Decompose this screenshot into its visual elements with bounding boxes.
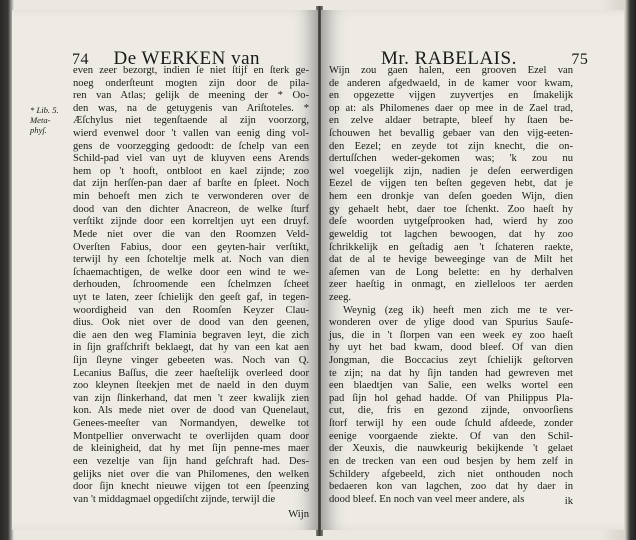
text-line: Lecanius Baſſus, die zeer haeſtelijk overleed door xyxy=(73,367,309,379)
text-line: de anderen afgedwaeld, in de kamer voor kwam, xyxy=(329,77,573,89)
text-line: een blaedtjen van Salie, een welks wortel een xyxy=(329,380,573,392)
text-line: dood bleef. En noch van veel meer andere, als xyxy=(329,493,525,505)
text-line: en opgezette vijgen zuyvertjes en ſmakelijk xyxy=(329,90,573,102)
text-line: den Eezel; en zeyde tot zijn knecht, die on- xyxy=(329,140,573,152)
margin-note-line: phyſ. xyxy=(30,124,47,135)
text-line: gy gehaelt hebt, daer toe ſchenkt. Zoo haeſt hy xyxy=(329,203,573,215)
text-line: derhouden, ſchroomende een ſchelmzen ſcheet xyxy=(73,279,309,291)
text-line: Jongman, die Boccacius zeyt ſchielijk geſtorven xyxy=(329,355,573,367)
text-line: Mede niet over die van den Roomzen Veld- xyxy=(73,228,309,240)
text-line: pad ſijn hol gehad hadde. Of van Philippus Pla- xyxy=(329,392,573,404)
left-page-number: 74 xyxy=(72,51,89,68)
right-catchword-row xyxy=(501,496,573,509)
margin-note xyxy=(30,106,59,135)
text-line: door ſijn knecht nieuwe vijgen tot een ſpeenzing xyxy=(73,481,309,493)
text-line: Montpellier onverwacht te overlijden quam door xyxy=(73,430,309,442)
catchword: Wijn xyxy=(288,509,309,520)
text-line: even zeer bezorgt, indien ſe niet ſtijf en ſterk ge- xyxy=(73,65,309,76)
text-line: zeer haeſtig in onmagt, en zielleloos ter aerden xyxy=(329,279,573,291)
text-line: wel voegelijk zijn, nadien je deſen eerwerdigen xyxy=(329,165,573,177)
text-line: zoo kleynen ſteekjen met de naeld in den duym xyxy=(73,380,309,392)
text-line: Genees-meeſter van Normandyen, dewelke tot xyxy=(73,418,309,430)
right-page-body xyxy=(329,65,573,506)
text-line: Weynig (zeg ik) heeft men zich me te ver- xyxy=(343,304,573,316)
text-line: terwijl hy een ſchoteltje melk at. Noch van dien xyxy=(73,254,309,266)
text-line: ſchrikkelijk en geſtadig aen 't ſchateren raekte, xyxy=(329,241,573,253)
text-line: dood van den dichter Anacreon, de welke ſturf xyxy=(73,203,309,215)
text-line: ſchaemachtigen, de welke door een wind te we- xyxy=(73,266,309,278)
text-line: min behoeft men zich te verwonderen over de xyxy=(73,191,309,203)
text-line: noeg onderſteunt mogten zijn door de pila- xyxy=(73,77,309,89)
left-running-title: De WERKEN van xyxy=(113,48,261,69)
text-line: aſemen van de Long belette: en hy derhalven xyxy=(329,266,573,278)
text-line: ren van Atlas; gelijk de meening der * Oo- xyxy=(73,90,309,102)
text-line: gens de voorzegging gedoodt: de ſchelp van een xyxy=(73,140,309,152)
text-line: cut, die, fris en gezond zijnde, onvoorſiens xyxy=(329,405,573,417)
text-line: der Xeuxis, die nauwkeurig bekijkende 't gelaet xyxy=(329,443,573,455)
right-page-number: 75 xyxy=(571,51,589,68)
text-line: ſchouwen het bevallig gebaer van den vijg-eeten- xyxy=(329,128,573,140)
text-line: een vezeltje van ſijn hand geſchraft had. Des- xyxy=(73,455,309,467)
text-line: verſtikt zijnde door een korreltjen uyt een druyf. xyxy=(73,216,309,228)
text-line: eenige voorgaende ziekte. Of van den Schil- xyxy=(329,430,573,442)
text-line: en zelve aldaer betrapte, bleef hy ſtaen be- xyxy=(329,115,573,127)
text-line: jus, die in 't ſlorpen van een week ey zoo haeſt xyxy=(329,329,573,341)
text-line: Schild-pad viel van uyt de kluyven eens Arends xyxy=(73,153,309,165)
text-line: dat zijn herſſen-pan daer af barſte en ſpleet. Noch xyxy=(73,178,309,190)
left-page-body xyxy=(73,65,309,506)
margin-note-line: * Lib. 5. xyxy=(30,105,59,115)
text-line: kon. Als mede niet over de dood van Quenelaut, xyxy=(73,405,309,417)
text-line: dat de al te hevige beweeginge van de Milt het xyxy=(329,254,573,266)
text-line: die aen den weg Flaminia begraven leyt, die zich xyxy=(73,329,309,341)
text-line: dius. Ook niet over de dood van den geenen, xyxy=(73,317,309,329)
text-line: geweldig tot lagchen bewoogen, dat hy zoo xyxy=(329,228,573,240)
text-line: van zijn ſlinkerhand, dat men 't zeer kwalijk zien xyxy=(73,392,309,404)
text-line: woordigheid van den Roomſen Keyzer Clau- xyxy=(73,304,309,316)
text-line: ſtorf terwijl hy een oude ſchuld afdeede, zonder xyxy=(329,418,573,430)
right-running-title: Mr. RABELAIS. xyxy=(381,48,517,69)
text-line: dertuſſchen weder-gekomen was; 'k zou nu xyxy=(329,153,573,165)
text-line: ſijn ſleyne vinger gebeeten was. Noch van Q. xyxy=(73,355,309,367)
text-line: in ſijn grafſchrift beklaegt, dat hy van een kat aen xyxy=(73,342,309,354)
text-line: deſe woorden uytgeſprooken had, wierd hy zoo xyxy=(329,216,573,228)
text-line: Wijn zou gaen halen, een grooven Ezel van xyxy=(329,65,573,76)
left-catchword-row xyxy=(212,509,309,522)
right-page xyxy=(321,10,624,530)
text-line: en de trecken van een oud besjen by hem zelf in xyxy=(329,455,573,467)
text-line: wonderen over de ylige dood van Spurius Sauſe- xyxy=(329,317,573,329)
text-line: uyt te laten, zeer ſchielijk den geeſt gaf, in tegen- xyxy=(73,291,309,303)
text-line: Eezel de vijgen ten beſten gegeven hebt, dat je xyxy=(329,178,573,190)
text-line: te zijn; na dat hy ſijn tanden had gewreven met xyxy=(329,367,573,379)
text-line: hem een dronkje van deſen goeden Wijn, dien xyxy=(329,191,573,203)
text-line: van 't middagmael opgediſcht zijnde, terwijl die xyxy=(73,493,276,505)
text-line: bedaeren kon van lagchen, zoo dat hy daer in xyxy=(329,481,573,493)
text-line: gelijks niet over die van Philomenes, den welken xyxy=(73,468,309,480)
text-line: Overſten Fabius, door een geyten-hair verſtikt, xyxy=(73,241,309,253)
text-line: Schildery afgebeeld, zich niet onthouden noch xyxy=(329,468,573,480)
left-page xyxy=(12,10,318,530)
text-line: hy uyt het bad kwam, dood bleef. Of van dien xyxy=(329,342,573,354)
text-line: Æſchylus niet tegenſtaende al zijn voorzorg, xyxy=(73,115,309,127)
text-line: hem op 't hooft, ontbloot en kael zijnde; zoo xyxy=(73,165,309,177)
text-line: zeeg. xyxy=(329,291,352,303)
text-line: op at: als Philomenes daer op mee in de Zael trad, xyxy=(329,102,573,114)
margin-note-line: Meta- xyxy=(30,114,51,125)
catchword: ik xyxy=(564,496,573,507)
text-line: den was, na de getuygenis van Ariſtoteles. * xyxy=(73,102,309,114)
text-line: wierd evenwel door 't vallen van eenig ding vol- xyxy=(73,128,309,140)
text-line: de kleinigheid, dat hy met ſijn penne-mes maer xyxy=(73,443,309,455)
